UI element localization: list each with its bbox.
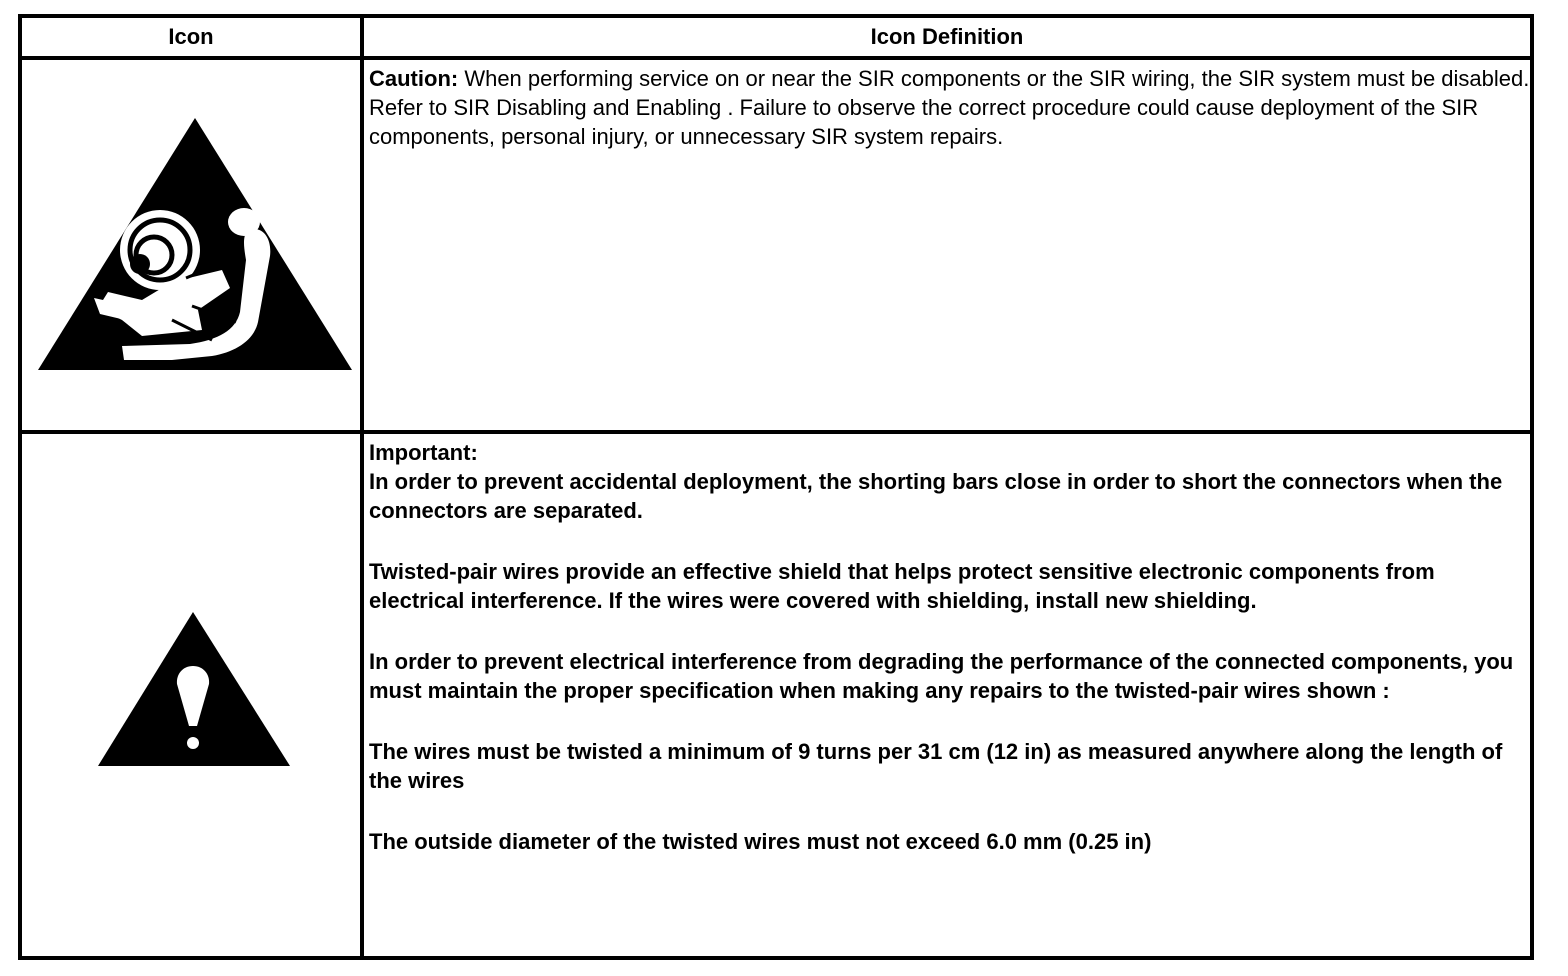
important-sub-item: The wires must be twisted a minimum of 9 turns per 31 cm (12 in) as measured anywhere along the length of the wires <box>369 738 1503 793</box>
table-row <box>20 58 1532 432</box>
icon-cell <box>20 432 362 958</box>
header-icon-definition: Icon Definition <box>362 16 1532 58</box>
important-paragraph: In order to prevent accidental deployment, the shorting bars close in order to short the connectors when the connectors are separated. <box>369 468 1503 523</box>
caution-label: Caution: <box>369 66 459 92</box>
important-paragraph: In order to prevent electrical interference from degrading the performance of the connected components, you must maintain the proper specification when making any repairs to the twisted-pair wires shown : <box>369 648 1514 703</box>
sir-airbag-caution-icon <box>22 60 364 428</box>
table-header-row <box>20 16 1532 58</box>
caution-text: When performing service on or near the SIR components or the SIR wiring, the SIR system must be disabled. Refer to SIR Disabling and Enabling . Failure to observe the correct procedure could cause deployment of the SIR components, personal injury, or unnecessary SIR system repairs. <box>369 66 1530 150</box>
icon-cell <box>20 58 362 432</box>
header-icon: Icon <box>20 16 362 58</box>
definition-cell <box>362 58 1532 432</box>
important-sub-item: The outside diameter of the twisted wires must not exceed 6.0 mm (0.25 in) <box>369 828 1152 854</box>
caution-definition <box>364 60 1530 151</box>
icon-definition-table <box>18 14 1534 960</box>
definition-cell <box>362 432 1532 958</box>
important-exclamation-icon <box>22 434 364 954</box>
important-definition <box>364 434 1530 856</box>
table-row <box>20 432 1532 958</box>
important-label: Important: <box>369 439 478 465</box>
important-paragraph: Twisted-pair wires provide an effective shield that helps protect sensitive electronic components from electrical interference. If the wires were covered with shielding, install new shielding. <box>369 558 1435 613</box>
